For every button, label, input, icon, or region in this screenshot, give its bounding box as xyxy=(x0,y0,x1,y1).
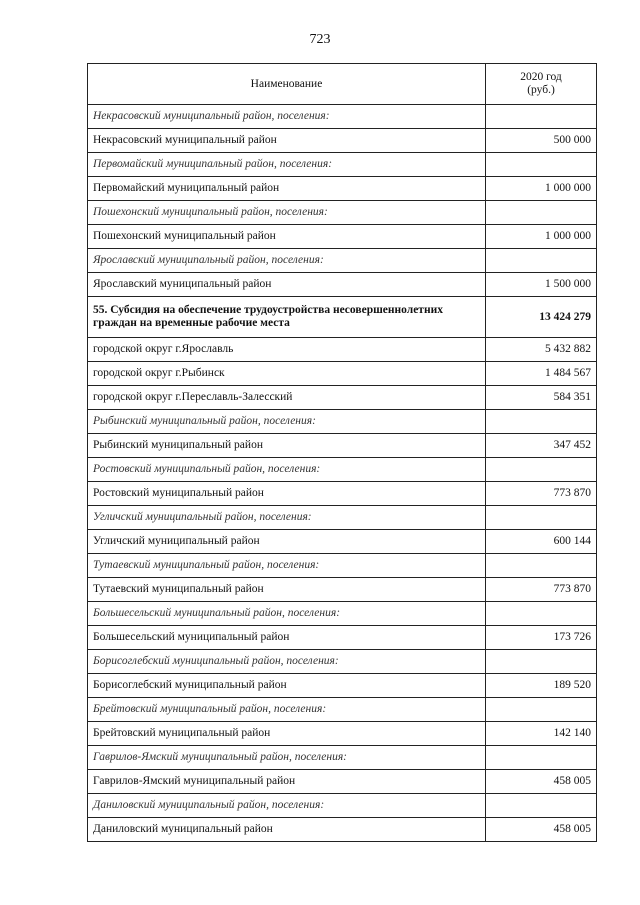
amount-cell xyxy=(486,105,597,129)
table-row xyxy=(88,338,597,362)
table-row xyxy=(88,530,597,554)
group-heading-label: Ростовский муниципальный район, поселения: xyxy=(88,458,486,482)
group-heading-row xyxy=(88,506,597,530)
recipient-name: городской округ г.Переславль-Залесский xyxy=(88,386,486,410)
group-heading-label: Некрасовский муниципальный район, поселения: xyxy=(88,105,486,129)
amount-cell xyxy=(486,458,597,482)
amount-cell: 189 520 xyxy=(486,674,597,698)
group-heading-row xyxy=(88,105,597,129)
column-header-year: 2020 год xyxy=(520,71,562,83)
amount-cell xyxy=(486,650,597,674)
section-total-amount: 13 424 279 xyxy=(486,297,597,338)
recipient-name: Ростовский муниципальный район xyxy=(88,482,486,506)
recipient-name: Некрасовский муниципальный район xyxy=(88,129,486,153)
table-row xyxy=(88,770,597,794)
amount-cell: 773 870 xyxy=(486,482,597,506)
table-row xyxy=(88,674,597,698)
column-header-unit: (руб.) xyxy=(527,84,555,96)
group-heading-row xyxy=(88,602,597,626)
section-title: 55. Субсидия на обеспечение трудоустройства несовершеннолетних граждан на временные рабочие места xyxy=(88,297,486,338)
table-row xyxy=(88,177,597,201)
recipient-name: Борисоглебский муниципальный район xyxy=(88,674,486,698)
table-row xyxy=(88,362,597,386)
table-row xyxy=(88,722,597,746)
recipient-name: Первомайский муниципальный район xyxy=(88,177,486,201)
group-heading-label: Борисоглебский муниципальный район, поселения: xyxy=(88,650,486,674)
amount-cell xyxy=(486,201,597,225)
amount-cell xyxy=(486,698,597,722)
amount-cell xyxy=(486,410,597,434)
table-header-row xyxy=(88,64,597,105)
amount-cell: 173 726 xyxy=(486,626,597,650)
group-heading-label: Ярославский муниципальный район, поселения: xyxy=(88,249,486,273)
amount-cell xyxy=(486,506,597,530)
recipient-name: Угличский муниципальный район xyxy=(88,530,486,554)
recipient-name: Гаврилов-Ямский муниципальный район xyxy=(88,770,486,794)
amount-cell: 142 140 xyxy=(486,722,597,746)
group-heading-label: Угличский муниципальный район, поселения: xyxy=(88,506,486,530)
amount-cell xyxy=(486,249,597,273)
amount-cell: 458 005 xyxy=(486,770,597,794)
table-row xyxy=(88,482,597,506)
section-total-row xyxy=(88,297,597,338)
amount-cell xyxy=(486,554,597,578)
group-heading-row xyxy=(88,554,597,578)
group-heading-row xyxy=(88,746,597,770)
recipient-name: Даниловский муниципальный район xyxy=(88,818,486,842)
group-heading-row xyxy=(88,249,597,273)
amount-cell: 1 484 567 xyxy=(486,362,597,386)
amount-cell: 347 452 xyxy=(486,434,597,458)
amount-cell: 1 000 000 xyxy=(486,177,597,201)
recipient-name: Пошехонский муниципальный район xyxy=(88,225,486,249)
budget-table xyxy=(87,63,597,842)
amount-cell xyxy=(486,602,597,626)
page-number: 723 xyxy=(309,32,331,47)
group-heading-label: Тутаевский муниципальный район, поселения: xyxy=(88,554,486,578)
recipient-name: Тутаевский муниципальный район xyxy=(88,578,486,602)
group-heading-row xyxy=(88,794,597,818)
group-heading-row xyxy=(88,698,597,722)
amount-cell: 500 000 xyxy=(486,129,597,153)
table-row xyxy=(88,434,597,458)
table-row xyxy=(88,386,597,410)
recipient-name: Ярославский муниципальный район xyxy=(88,273,486,297)
group-heading-label: Пошехонский муниципальный район, поселения: xyxy=(88,201,486,225)
group-heading-label: Даниловский муниципальный район, поселения: xyxy=(88,794,486,818)
group-heading-row xyxy=(88,650,597,674)
amount-cell: 600 144 xyxy=(486,530,597,554)
group-heading-label: Рыбинский муниципальный район, поселения: xyxy=(88,410,486,434)
table-row xyxy=(88,818,597,842)
group-heading-row xyxy=(88,153,597,177)
amount-cell: 1 500 000 xyxy=(486,273,597,297)
recipient-name: Рыбинский муниципальный район xyxy=(88,434,486,458)
group-heading-label: Брейтовский муниципальный район, поселения: xyxy=(88,698,486,722)
group-heading-label: Первомайский муниципальный район, поселения: xyxy=(88,153,486,177)
group-heading-label: Большесельский муниципальный район, поселения: xyxy=(88,602,486,626)
column-header-amount xyxy=(486,64,597,105)
table-row xyxy=(88,626,597,650)
amount-cell xyxy=(486,794,597,818)
amount-cell: 584 351 xyxy=(486,386,597,410)
amount-cell: 773 870 xyxy=(486,578,597,602)
recipient-name: Брейтовский муниципальный район xyxy=(88,722,486,746)
table-row xyxy=(88,273,597,297)
amount-cell: 1 000 000 xyxy=(486,225,597,249)
table-row xyxy=(88,225,597,249)
table-row xyxy=(88,129,597,153)
recipient-name: Большесельский муниципальный район xyxy=(88,626,486,650)
group-heading-row xyxy=(88,458,597,482)
group-heading-row xyxy=(88,201,597,225)
column-header-name: Наименование xyxy=(88,64,486,105)
amount-cell: 458 005 xyxy=(486,818,597,842)
amount-cell: 5 432 882 xyxy=(486,338,597,362)
amount-cell xyxy=(486,746,597,770)
table-row xyxy=(88,578,597,602)
table-body xyxy=(88,105,597,842)
amount-cell xyxy=(486,153,597,177)
group-heading-row xyxy=(88,410,597,434)
recipient-name: городской округ г.Рыбинск xyxy=(88,362,486,386)
group-heading-label: Гаврилов-Ямский муниципальный район, поселения: xyxy=(88,746,486,770)
recipient-name: городской округ г.Ярославль xyxy=(88,338,486,362)
